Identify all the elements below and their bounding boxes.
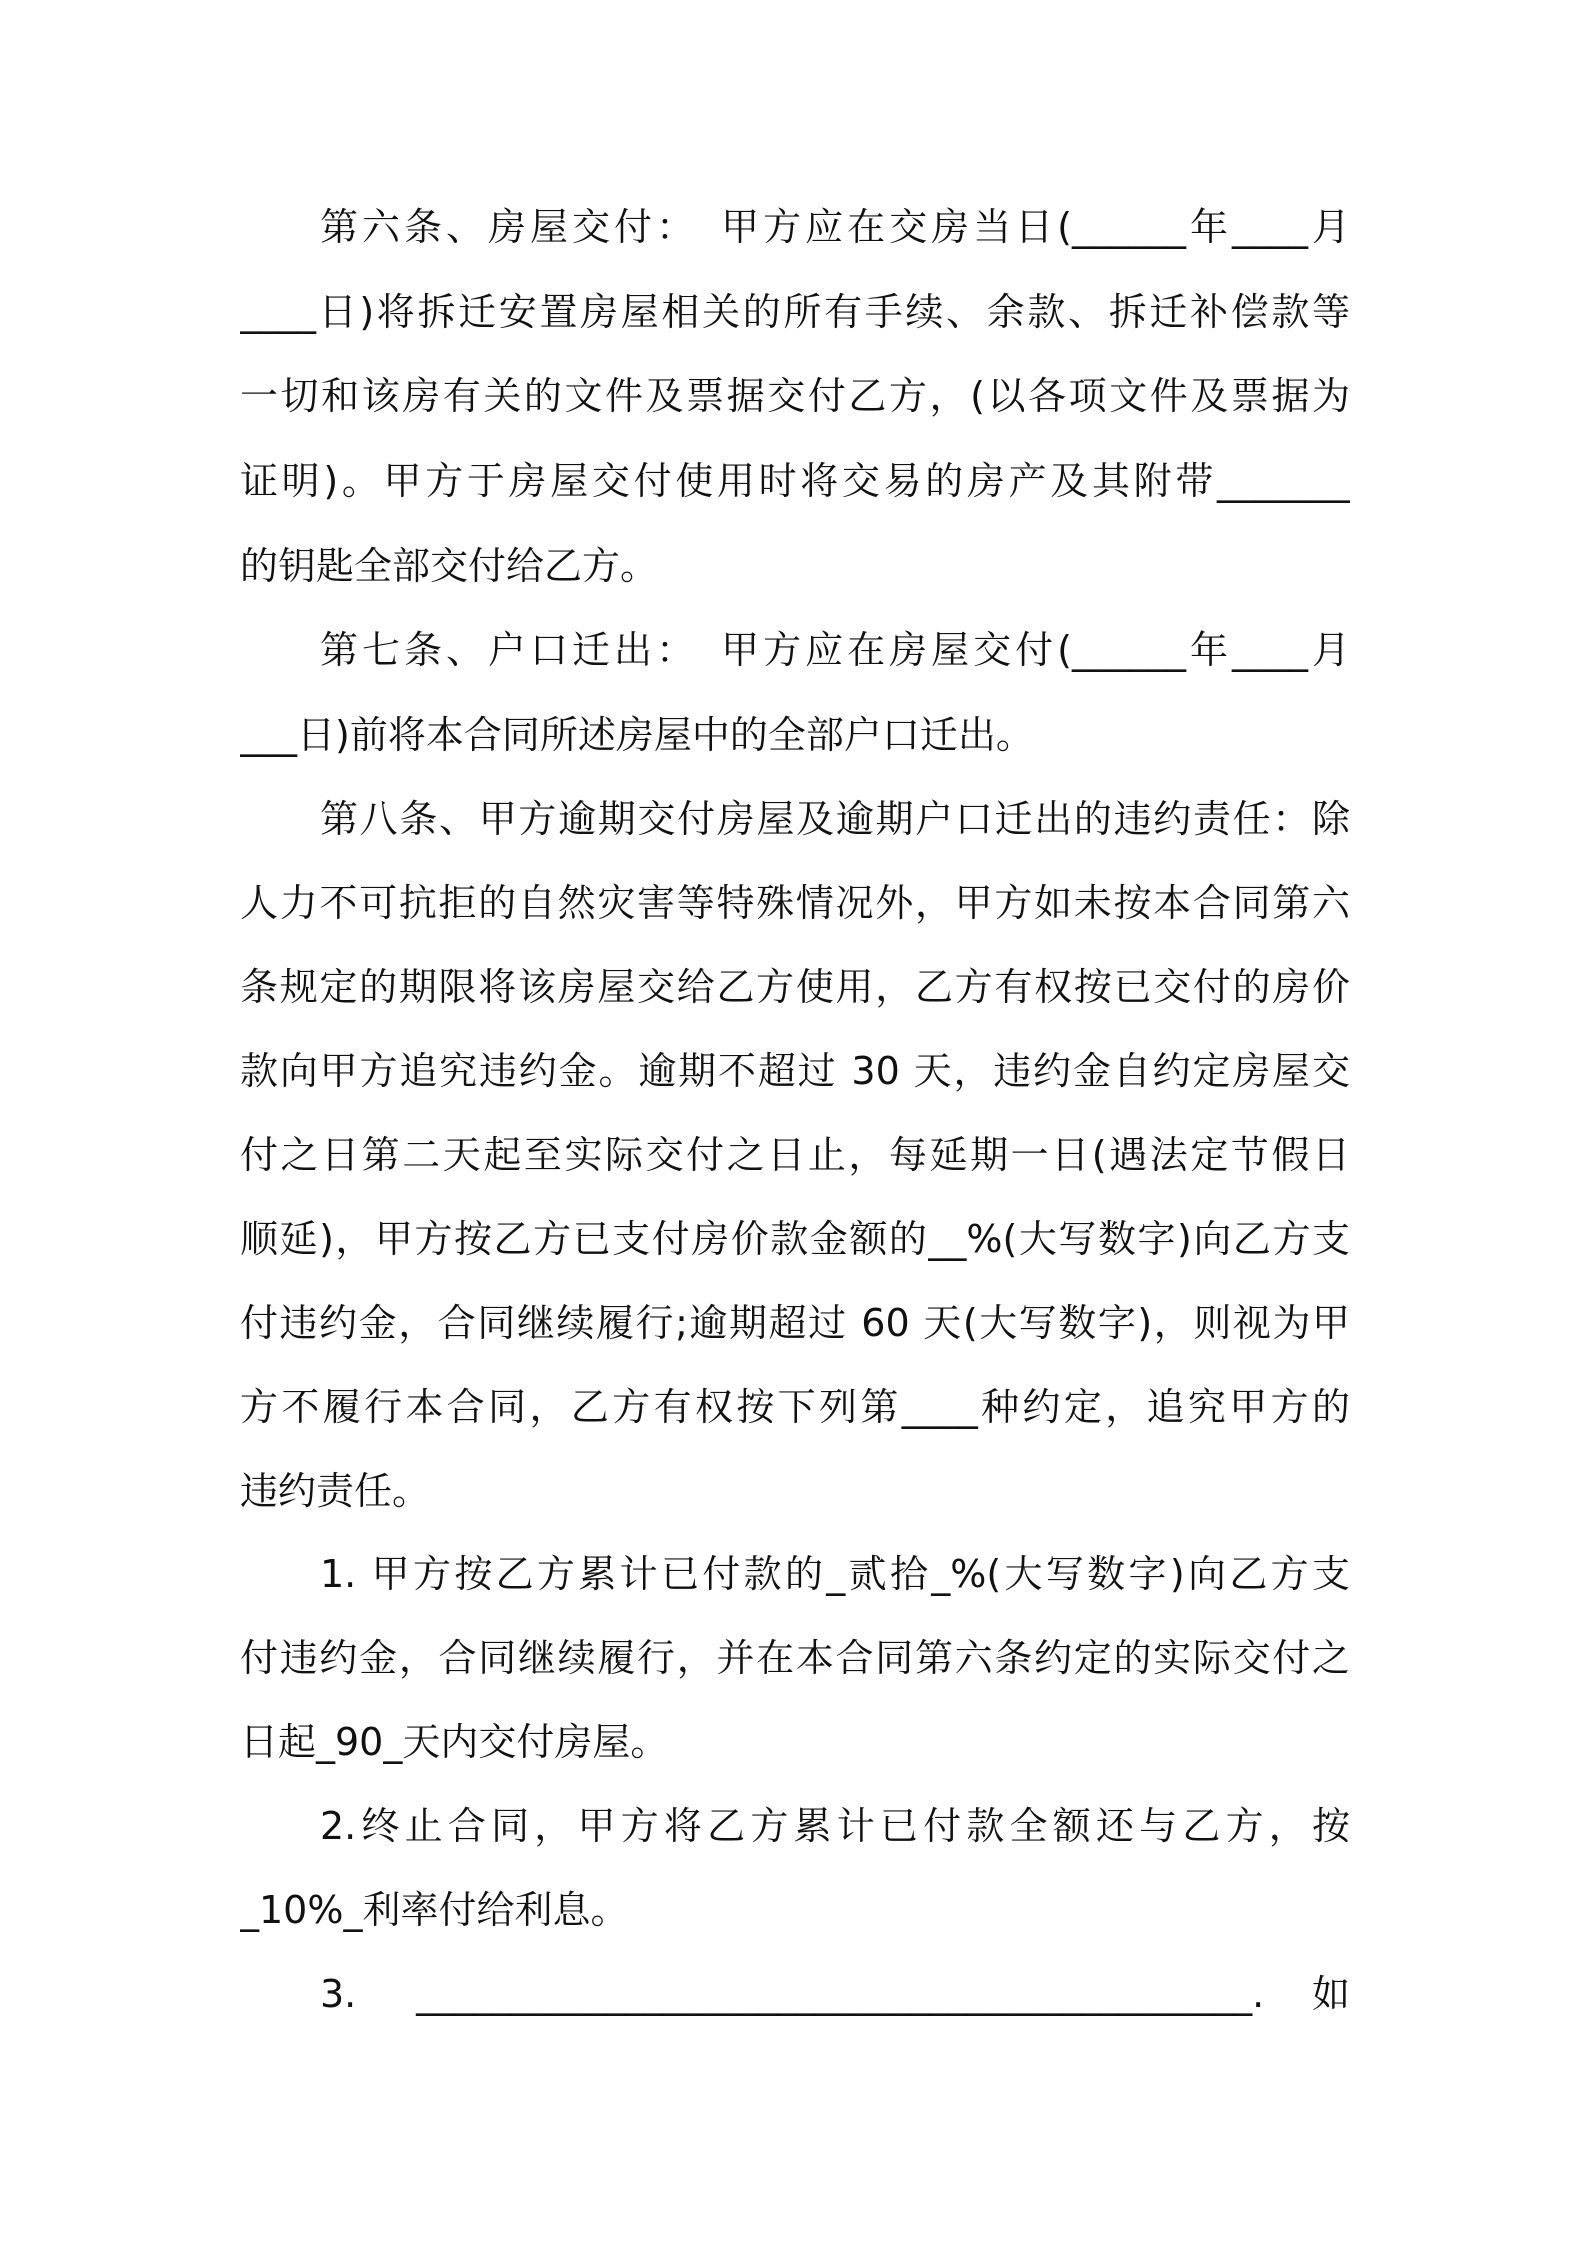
text-line-21: _10%_利率付给利息。 [240,1888,629,1932]
text-line-13: 顺延)，甲方按乙方已支付房价款金额的__%(大写数字)向乙方支 [240,1217,1350,1261]
text-line-7: ___日)前将本合同所述房屋中的全部户口迁出。 [240,713,1034,757]
text-line-10: 条规定的期限将该房屋交给乙方使用，乙方有权按已交付的房价 [240,965,1350,1009]
text-line-3: 一切和该房有关的文件及票据交付乙方，(以各项文件及票据为 [240,374,1350,418]
text-line-14: 付违约金，合同继续履行;逾期超过 60 天(大写数字)，则视为甲 [240,1301,1350,1345]
text-line-4: 证明)。甲方于房屋交付使用时将交易的房产及其附带_______ [240,459,1350,503]
text-line-16: 违约责任。 [240,1469,431,1513]
text-line-17: 1. 甲方按乙方累计已付款的_贰拾_%(大写数字)向乙方支 [320,1552,1350,1596]
text-line-9: 人力不可抗拒的自然灾害等特殊情况外，甲方如未按本合同第六 [240,881,1350,925]
text-line-22: 3. ____________________________________________.如 [320,1972,1350,2016]
text-line-19: 日起_90_天内交付房屋。 [240,1720,669,1764]
text-line-15: 方不履行本合同，乙方有权按下列第____种约定，追究甲方的 [240,1385,1350,1429]
text-line-1: 第六条、房屋交付： 甲方应在交房当日(______年____月 [320,205,1350,249]
text-line-2: ____日)将拆迁安置房屋相关的所有手续、余款、拆迁补偿款等 [240,290,1350,334]
text-line-6: 第七条、户口迁出： 甲方应在房屋交付(______年____月 [320,628,1350,672]
text-line-11: 款向甲方追究违约金。逾期不超过 30 天，违约金自约定房屋交 [240,1049,1350,1093]
text-line-20: 2.终止合同，甲方将乙方累计已付款全额还与乙方，按 [320,1804,1350,1848]
text-line-5: 的钥匙全部交付给乙方。 [240,544,659,588]
text-line-18: 付违约金，合同继续履行，并在本合同第六条约定的实际交付之 [240,1636,1350,1680]
text-line-12: 付之日第二天起至实际交付之日止，每延期一日(遇法定节假日 [240,1133,1350,1177]
text-line-8: 第八条、甲方逾期交付房屋及逾期户口迁出的违约责任：除 [320,797,1350,841]
